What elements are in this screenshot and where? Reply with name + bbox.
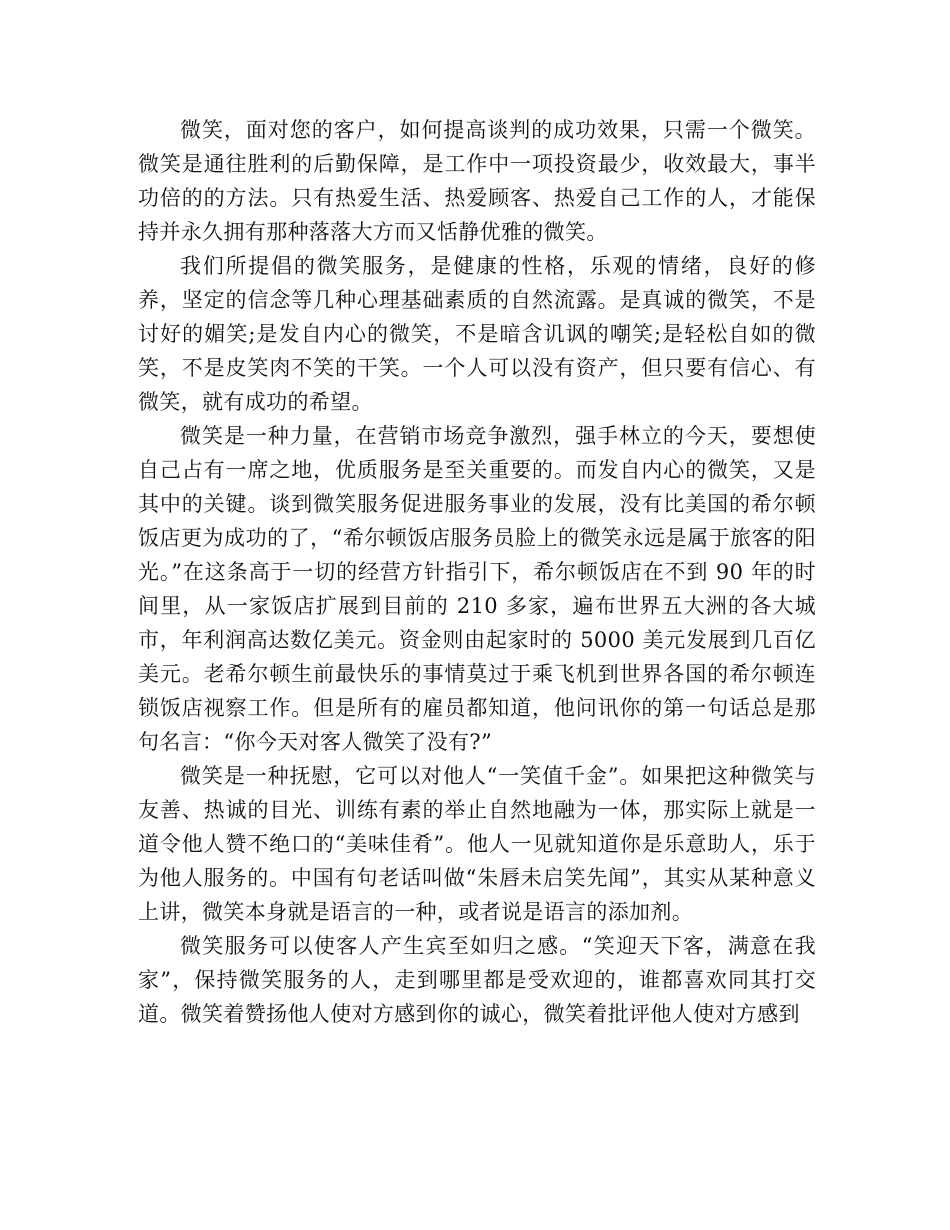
- paragraph-1: 微笑，面对您的客户，如何提高谈判的成功效果，只需一个微笑。微笑是通往胜利的后勤保障，是工作中一项投资最少，收效最大，事半功倍的的方法。只有热爱生活、热爱顾客、热爱自己工作的人，才能保持并永久拥有那种落落大方而又恬静优雅的微笑。: [138, 118, 816, 244]
- paragraph-5: 微笑服务可以使客人产生宾至如归之感。“笑迎天下客，满意在我家”，保持微笑服务的人，走到哪里都是受欢迎的，谁都喜欢同其打交道。微笑着赞扬他人使对方感到你的诚心，微笑着批评他人使对方感到: [138, 934, 816, 1026]
- document-page: [138, 113, 816, 1031]
- paragraph-3: 微笑是一种力量，在营销市场竞争激烈，强手林立的今天，要想使自己占有一席之地，优质服务是至关重要的。而发自内心的微笑，又是其中的关键。谈到微笑服务促进服务事业的发展，没有比美国的希尔顿饭店更为成功的了，“希尔顿饭店服务员脸上的微笑永远是属于旅客的阳光。”在这条高于一切的经营方针指引下，希尔顿饭店在不到 90 年的时间里，从一家饭店扩展到目前的 210 多家，遍布世界五大洲的各大城市，年利润高达数亿美元。资金则由起家时的 5000 美元发展到几百亿美元。老希尔顿生前最快乐的事情莫过于乘飞机到世界各国的希尔顿连锁饭店视察工作。但是所有的雇员都知道，他问讯你的第一句话总是那句名言：“你今天对客人微笑了没有?”: [138, 424, 816, 754]
- paragraph-4: 微笑是一种抚慰，它可以对他人“一笑值千金”。如果把这种微笑与友善、热诚的目光、训练有素的举止自然地融为一体，那实际上就是一道令他人赞不绝口的“美味佳肴”。他人一见就知道你是乐意助人，乐于为他人服务的。中国有句老话叫做“朱唇未启笑先闻”，其实从某种意义上讲，微笑本身就是语言的一种，或者说是语言的添加剂。: [138, 764, 816, 924]
- paragraph-2: 我们所提倡的微笑服务，是健康的性格，乐观的情绪，良好的修养，坚定的信念等几种心理基础素质的自然流露。是真诚的微笑，不是讨好的媚笑;是发自内心的微笑，不是暗含讥讽的嘲笑;是轻松自如的微笑，不是皮笑肉不笑的干笑。一个人可以没有资产，但只要有信心、有微笑，就有成功的希望。: [138, 254, 816, 414]
